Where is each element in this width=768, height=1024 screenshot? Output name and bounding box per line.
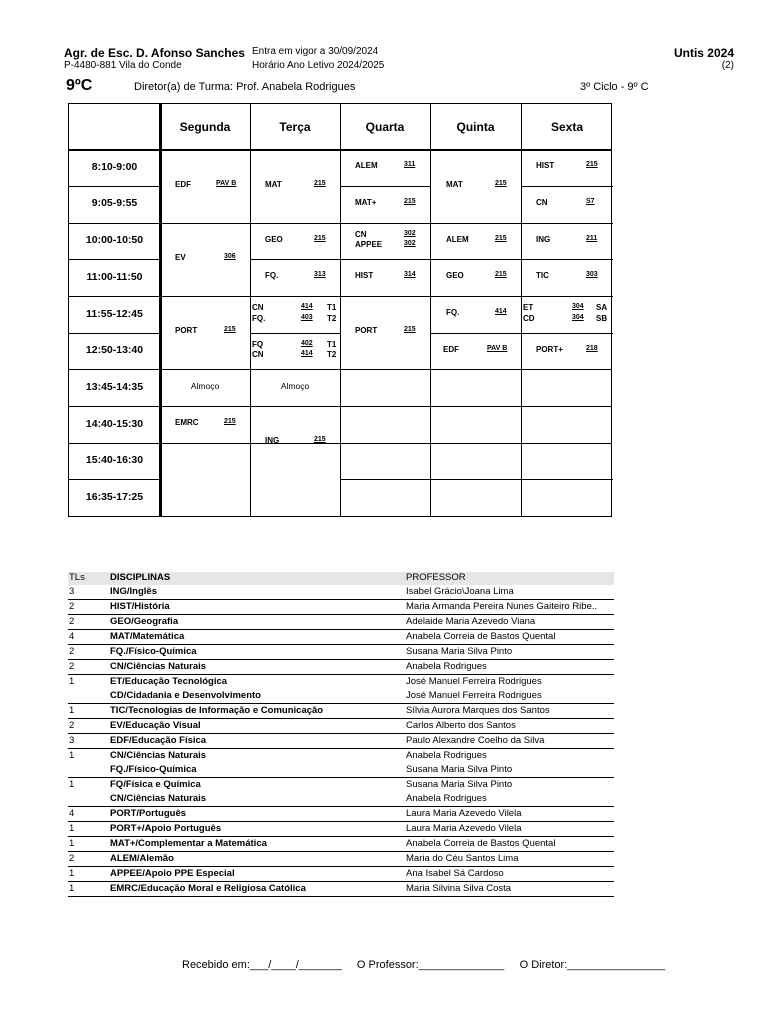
- legend-professor: Sílvia Aurora Marques dos Santos: [406, 705, 550, 716]
- legend-line: [68, 675, 614, 689]
- legend-line: [68, 660, 614, 674]
- lesson-subject: FQ.: [446, 308, 460, 317]
- lesson-room: PAV B: [487, 345, 508, 352]
- legend-line: [68, 852, 614, 866]
- legend-professor: Ana Isabel Sá Cardoso: [406, 868, 504, 879]
- lesson-subject: EDF: [443, 345, 459, 354]
- lunch-label: Almoço: [190, 381, 220, 391]
- lesson-room: 218: [586, 345, 598, 352]
- lesson-room: 304: [572, 314, 584, 321]
- page-number: (2): [721, 60, 734, 71]
- lesson-subject: PORT: [355, 326, 378, 335]
- lesson-room: 215: [586, 161, 598, 168]
- legend-line: [68, 749, 614, 763]
- legend-professor: Maria Armanda Pereira Nunes Gaiteiro Ribe..: [406, 601, 598, 612]
- legend-tl-count: 2: [69, 646, 75, 657]
- lesson-group: T1: [327, 303, 337, 312]
- legend-professor: Maria do Céu Santos Lima: [406, 853, 519, 864]
- lesson-subject: EDF: [175, 180, 191, 189]
- lesson-room: 215: [495, 235, 507, 242]
- legend-line: [68, 807, 614, 821]
- lesson-group: T2: [327, 314, 337, 323]
- lesson-subject: CN: [355, 230, 367, 239]
- school-address: P-4480-881 Vila do Conde: [64, 60, 182, 71]
- lesson-subject: EV: [175, 253, 186, 262]
- lesson-room: 314: [404, 271, 416, 278]
- lesson-subject: MAT: [446, 180, 463, 189]
- signature-line: Recebido em:___/____/_______ O Professor:______________ O Diretor:________________: [182, 959, 666, 971]
- legend-professor: Susana Maria Silva Pinto: [406, 779, 513, 790]
- legend-tl-count: 4: [69, 631, 75, 642]
- lesson-subject: MAT+: [355, 198, 377, 207]
- class-name: 9ºC: [66, 77, 93, 94]
- lesson-subject: ET: [523, 303, 534, 312]
- legend-row: [68, 778, 614, 807]
- legend-professor: Adelaide Maria Azevedo Viana: [406, 616, 536, 627]
- legend-row: [68, 882, 614, 897]
- lesson-room: 215: [495, 180, 507, 187]
- legend-line: [68, 645, 614, 659]
- lesson-room: 303: [586, 271, 598, 278]
- lesson-subject: CD: [523, 314, 535, 323]
- legend-discipline: CN/Ciências Naturais: [110, 793, 207, 804]
- lesson-room: 306: [224, 253, 236, 260]
- lesson-room: 414: [301, 303, 313, 310]
- legend-header-disciplinas: DISCIPLINAS: [110, 572, 171, 583]
- school-year: Horário Ano Letivo 2024/2025: [252, 60, 385, 71]
- lesson-subject: FQ.: [252, 314, 266, 323]
- legend-line: [68, 778, 614, 792]
- legend-tl-count: 1: [69, 779, 75, 790]
- lesson-subject: PORT+: [536, 345, 563, 354]
- lunch-label: Almoço: [280, 381, 310, 391]
- legend-line: [68, 763, 614, 777]
- legend-professor: Carlos Alberto dos Santos: [406, 720, 516, 731]
- legend-professor: Susana Maria Silva Pinto: [406, 646, 513, 657]
- lesson-room: 402: [301, 340, 313, 347]
- legend-row: [68, 645, 614, 660]
- legend-row: [68, 615, 614, 630]
- lesson-subject: FQ.: [265, 271, 279, 280]
- legend-professor: Anabela Correia de Bastos Quental: [406, 838, 556, 849]
- lesson-group: T2: [327, 350, 337, 359]
- legend-row: [68, 630, 614, 645]
- lesson-group: T1: [327, 340, 337, 349]
- legend-row: [68, 852, 614, 867]
- lesson-room: 215: [224, 418, 236, 425]
- legend-discipline: ET/Educação Tecnológica: [110, 676, 228, 687]
- legend-discipline: FQ./Físico-Química: [110, 646, 197, 657]
- lesson-subject: HIST: [536, 161, 555, 170]
- time-slot: 11:00-11:50: [86, 271, 143, 283]
- legend-line: [68, 719, 614, 733]
- legend-discipline: PORT+/Apoio Português: [110, 823, 222, 834]
- lesson-subject: CN: [536, 198, 548, 207]
- legend-row: [68, 734, 614, 749]
- legend-tl-count: 1: [69, 750, 75, 761]
- legend-professor: Anabela Rodrigues: [406, 661, 487, 672]
- lesson-subject: ALEM: [355, 161, 378, 170]
- legend-row: [68, 822, 614, 837]
- lesson-subject: CN: [252, 303, 264, 312]
- legend-professor: Maria Silvina Silva Costa: [406, 883, 512, 894]
- legend-row: [68, 704, 614, 719]
- in-force-date: Entra em vigor a 30/09/2024: [252, 46, 379, 57]
- lesson-subject: APPEE: [355, 240, 383, 249]
- time-slot: 9:05-9:55: [91, 197, 138, 209]
- legend-line: [68, 792, 614, 806]
- legend-tl-count: 2: [69, 720, 75, 731]
- time-slot: 16:35-17:25: [85, 491, 144, 503]
- legend-line: [68, 704, 614, 718]
- lesson-room: 302: [404, 230, 416, 237]
- time-slot: 8:10-9:00: [91, 161, 138, 173]
- legend-tl-count: 2: [69, 601, 75, 612]
- legend-professor: Anabela Correia de Bastos Quental: [406, 631, 556, 642]
- legend-header: [68, 572, 614, 585]
- lesson-room: 414: [495, 308, 507, 315]
- legend-professor: Anabela Rodrigues: [406, 750, 487, 761]
- legend-professor: Laura Maria Azevedo Vilela: [406, 823, 522, 834]
- lesson-room: 313: [314, 271, 326, 278]
- lesson-subject: MAT: [265, 180, 282, 189]
- day-header-quinta: Quinta: [456, 120, 495, 134]
- legend-tl-count: 1: [69, 676, 75, 687]
- legend-professor: Isabel Grácio\Joana Lima: [406, 586, 514, 597]
- legend-discipline: ING/Inglês: [110, 586, 157, 597]
- lesson-room: 311: [404, 161, 416, 168]
- time-slot: 15:40-16:30: [85, 454, 144, 466]
- lesson-room: 215: [404, 326, 416, 333]
- lesson-room: 215: [314, 180, 326, 187]
- lesson-subject: ALEM: [446, 235, 469, 244]
- subject-legend: [68, 572, 614, 897]
- legend-professor: José Manuel Ferreira Rodrigues: [406, 690, 542, 701]
- lesson-subject: ING: [536, 235, 551, 244]
- legend-discipline: MAT/Matemática: [110, 631, 185, 642]
- legend-line: [68, 837, 614, 851]
- legend-row: [68, 807, 614, 822]
- legend-professor: Paulo Alexandre Coelho da Silva: [406, 735, 545, 746]
- legend-discipline: FQ/Física e Química: [110, 779, 201, 790]
- legend-discipline: HIST/História: [110, 601, 170, 612]
- lesson-room: 215: [314, 235, 326, 242]
- lesson-room: 403: [301, 314, 313, 321]
- time-slot: 12:50-13:40: [85, 344, 144, 356]
- lesson-subject: PORT: [175, 326, 198, 335]
- lesson-subject: GEO: [446, 271, 464, 280]
- legend-row: [68, 600, 614, 615]
- lesson-subject: CN: [252, 350, 264, 359]
- legend-discipline: CN/Ciências Naturais: [110, 750, 207, 761]
- legend-discipline: MAT+/Complementar a Matemática: [110, 838, 267, 849]
- legend-tl-count: 3: [69, 586, 75, 597]
- legend-row: [68, 867, 614, 882]
- legend-discipline: PORT/Português: [110, 808, 187, 819]
- legend-tl-count: 2: [69, 853, 75, 864]
- lesson-room: PAV B: [216, 180, 237, 187]
- day-header-segunda: Segunda: [179, 120, 231, 134]
- legend-line: [68, 630, 614, 644]
- lesson-subject: ING: [265, 436, 280, 445]
- legend-discipline: EDF/Educação Física: [110, 735, 207, 746]
- legend-tl-count: 2: [69, 616, 75, 627]
- legend-discipline: FQ./Físico-Química: [110, 764, 197, 775]
- cycle-label: 3º Ciclo - 9º C: [580, 81, 649, 93]
- legend-discipline: ALEM/Alemão: [110, 853, 174, 864]
- legend-professor: José Manuel Ferreira Rodrigues: [406, 676, 542, 687]
- lesson-room: 215: [495, 271, 507, 278]
- legend-header-tls: TLs: [69, 572, 85, 583]
- legend-tl-count: 3: [69, 735, 75, 746]
- legend-discipline: EMRC/Educação Moral e Religiosa Católica: [110, 883, 306, 894]
- legend-tl-count: 1: [69, 823, 75, 834]
- lesson-subject: FQ: [252, 340, 264, 349]
- legend-tl-count: 1: [69, 868, 75, 879]
- legend-discipline: EV/Educação Visual: [110, 720, 201, 731]
- legend-professor: Susana Maria Silva Pinto: [406, 764, 513, 775]
- class-director: Diretor(a) de Turma: Prof. Anabela Rodrigues: [134, 81, 356, 93]
- legend-tl-count: 1: [69, 883, 75, 894]
- lesson-room: 215: [404, 198, 416, 205]
- lesson-room: 215: [314, 436, 326, 443]
- lesson-subject: GEO: [265, 235, 283, 244]
- lesson-room: 215: [224, 326, 236, 333]
- legend-row: [68, 675, 614, 704]
- legend-discipline: GEO/Geografia: [110, 616, 179, 627]
- legend-discipline: TIC/Tecnologias de Informação e Comunicação: [110, 705, 324, 716]
- day-header-sexta: Sexta: [550, 120, 584, 134]
- legend-discipline: CN/Ciências Naturais: [110, 661, 207, 672]
- lesson-subject: TIC: [536, 271, 549, 280]
- lesson-room: 304: [572, 303, 584, 310]
- lesson-subject: HIST: [355, 271, 374, 280]
- legend-line: [68, 615, 614, 629]
- lesson-subject: EMRC: [175, 418, 199, 427]
- time-slot: 13:45-14:35: [85, 381, 144, 393]
- legend-line: [68, 734, 614, 748]
- legend-line: [68, 882, 614, 896]
- lesson-room: 414: [301, 350, 313, 357]
- legend-header-professor: PROFESSOR: [406, 572, 466, 583]
- lesson-room: S7: [586, 198, 595, 205]
- legend-row: [68, 749, 614, 778]
- legend-tl-count: 1: [69, 705, 75, 716]
- software-label: Untis 2024: [673, 46, 734, 60]
- legend-row: [68, 837, 614, 852]
- legend-row: [68, 585, 614, 600]
- legend-professor: Anabela Rodrigues: [406, 793, 487, 804]
- legend-tl-count: 1: [69, 838, 75, 849]
- legend-row: [68, 719, 614, 734]
- legend-line: [68, 600, 614, 614]
- lesson-group: SB: [596, 314, 608, 323]
- lesson-room: 211: [586, 235, 598, 242]
- time-slot: 11:55-12:45: [86, 308, 143, 320]
- school-name: Agr. de Esc. D. Afonso Sanches: [64, 46, 245, 60]
- legend-line: [68, 585, 614, 599]
- day-header-quarta: Quarta: [365, 120, 405, 134]
- legend-discipline: APPEE/Apoio PPE Especial: [110, 868, 235, 879]
- day-header-terca: Terça: [279, 120, 311, 134]
- legend-tl-count: 2: [69, 661, 75, 672]
- legend-line: [68, 689, 614, 703]
- legend-line: [68, 867, 614, 881]
- time-slot: 10:00-10:50: [85, 234, 144, 246]
- lesson-room: 302: [404, 240, 416, 247]
- legend-professor: Laura Maria Azevedo Vilela: [406, 808, 522, 819]
- legend-line: [68, 822, 614, 836]
- timetable: [68, 103, 612, 517]
- legend-discipline: CD/Cidadania e Desenvolvimento: [110, 690, 261, 701]
- time-slot: 14:40-15:30: [85, 418, 144, 430]
- legend-row: [68, 660, 614, 675]
- legend-tl-count: 4: [69, 808, 75, 819]
- lesson-group: SA: [596, 303, 608, 312]
